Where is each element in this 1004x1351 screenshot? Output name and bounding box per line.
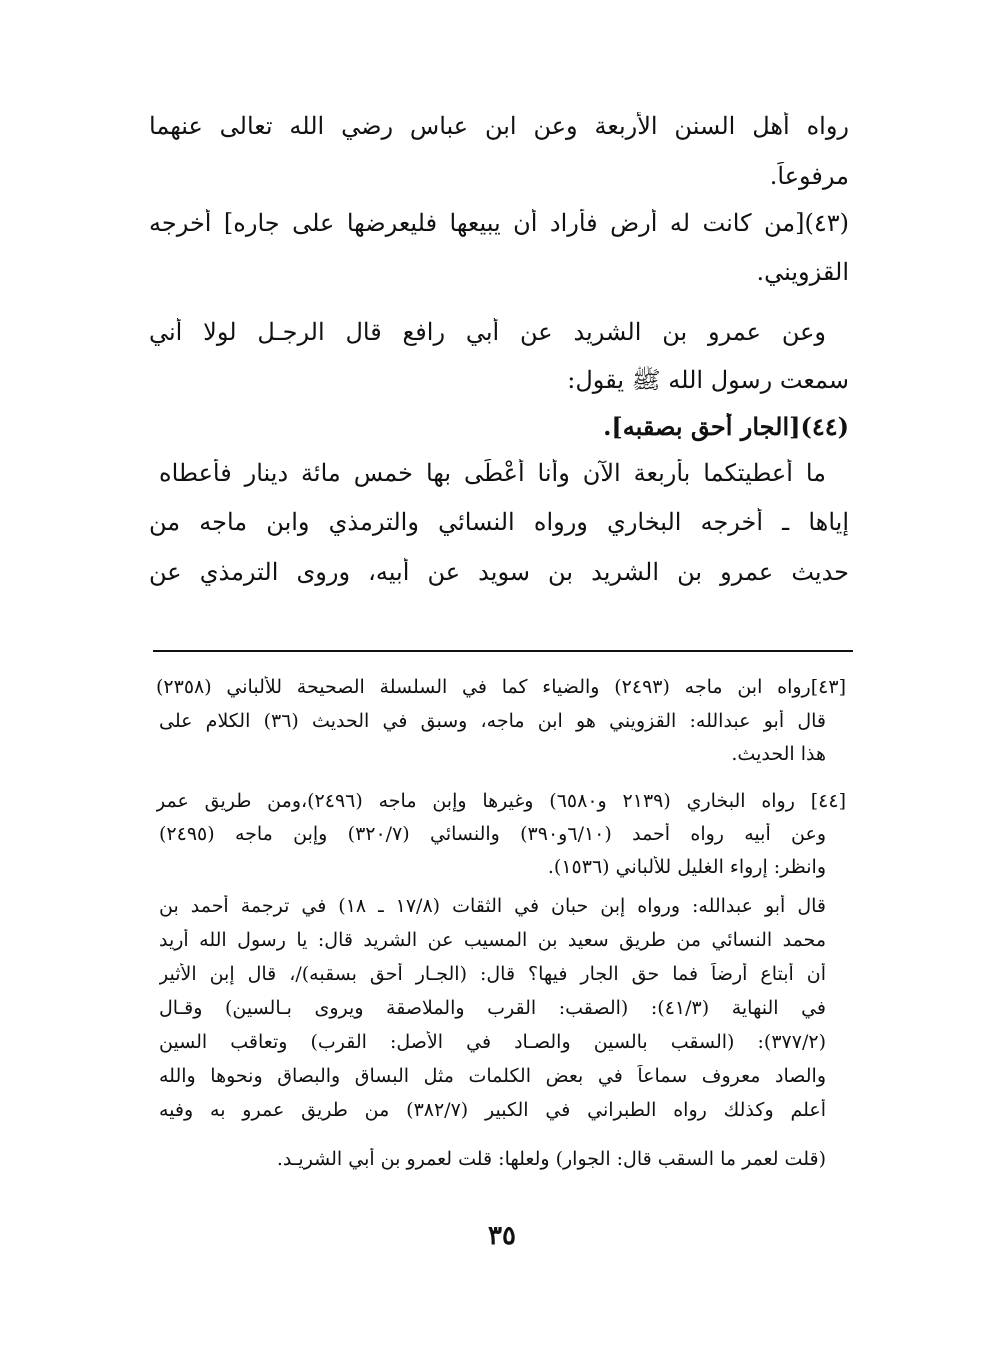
main-text-line: وعن عمرو بن الشريد عن أبي رافع قال الرجـل لولا أني (149, 318, 826, 346)
footnote-line: هذا الحديث. (731, 743, 826, 765)
footnote-line: أن أبتاع أرضاً فما حق الجار فيها؟ قال: (الجـار أحق بسقبه)/، قال إبن الأثير (159, 963, 826, 985)
footnote-line: في النهاية (٤١/٣): (الصقب: القرب والملاصقة ويروى بـالسين) وقـال (159, 997, 826, 1019)
footnote-44-line: [٤٤] رواه البخاري (٢١٣٩ و٦٥٨٠) وغيرها وإبن ماجه (٢٤٩٦)،ومن طريق عمر (156, 790, 846, 812)
page-number: ٣٥ (488, 1221, 516, 1251)
footnote-line: قال أبو عبدالله: القزويني هو ابن ماجه، وسبق في الحديث (٣٦) الكلام على (159, 710, 826, 732)
footnote-line: (٣٧٧/٢): (السقب بالسين والصـاد في الأصل: القرب) وتعاقب السين (159, 1031, 826, 1053)
main-text-line: مرفوعاً. (769, 162, 849, 190)
main-text-line: رواه أهل السنن الأربعة وعن ابن عباس رضي الله تعالى عنهما (149, 112, 849, 140)
hadith-44-line: (٤٤)[الجار أحق بصقبه]. (603, 413, 849, 441)
hadith-43-line: (٤٣)[من كانت له أرض فأراد أن يبيعها فليعرضها على جاره] أخرجه (149, 209, 849, 237)
footnote-separator (153, 650, 853, 652)
main-text-line: القزويني. (756, 258, 849, 286)
footnote-line: وانظر: إرواء الغليل للألباني (١٥٣٦). (547, 856, 826, 878)
footnote-line: أعلم وكذلك رواه الطبراني في الكبير (٣٨٢/٧) من طريق عمرو به وفيه (159, 1099, 826, 1121)
main-text-line: إياها ـ أخرجه البخاري ورواه النسائي والترمذي وابن ماجه من (149, 508, 849, 536)
footnote-line: والصاد معروف سماعاً في بعض الكلمات مثل البساق والبصاق ونحوها والله (159, 1065, 826, 1087)
footnote-line: وعن أبيه رواه أحمد (٦/١٠و٣٩٠) والنسائي (٣٢٠/٧) وإبن ماجه (٢٤٩٥) (159, 823, 826, 845)
footnote-line: محمد النسائي من طريق سعيد بن المسيب عن الشريد قال: يا رسول الله أريد (159, 929, 826, 951)
main-text-line: سمعت رسول الله ﷺ يقول: (567, 366, 849, 394)
footnote-43-line: [٤٣]رواه ابن ماجه (٢٤٩٣) والضياء كما في السلسلة الصحيحة للألباني (٢٣٥٨) (156, 676, 846, 698)
main-text-line: حديث عمرو بن الشريد بن سويد عن أبيه، وروى الترمذي عن (149, 558, 849, 586)
footnote-line: (قلت لعمر ما السقب قال: الجوار) ولعلها: قلت لعمرو بن أبي الشريـد. (276, 1148, 826, 1170)
footnote-line: قال أبو عبدالله: ورواه إبن حبان في الثقات (١٧/٨ ـ ١٨) في ترجمة أحمد بن (159, 895, 826, 917)
main-text-line: ما أعطيتكما بأربعة الآن وأنا أُعْطَى بها خمس مائة دينار فأعطاه (159, 459, 826, 487)
